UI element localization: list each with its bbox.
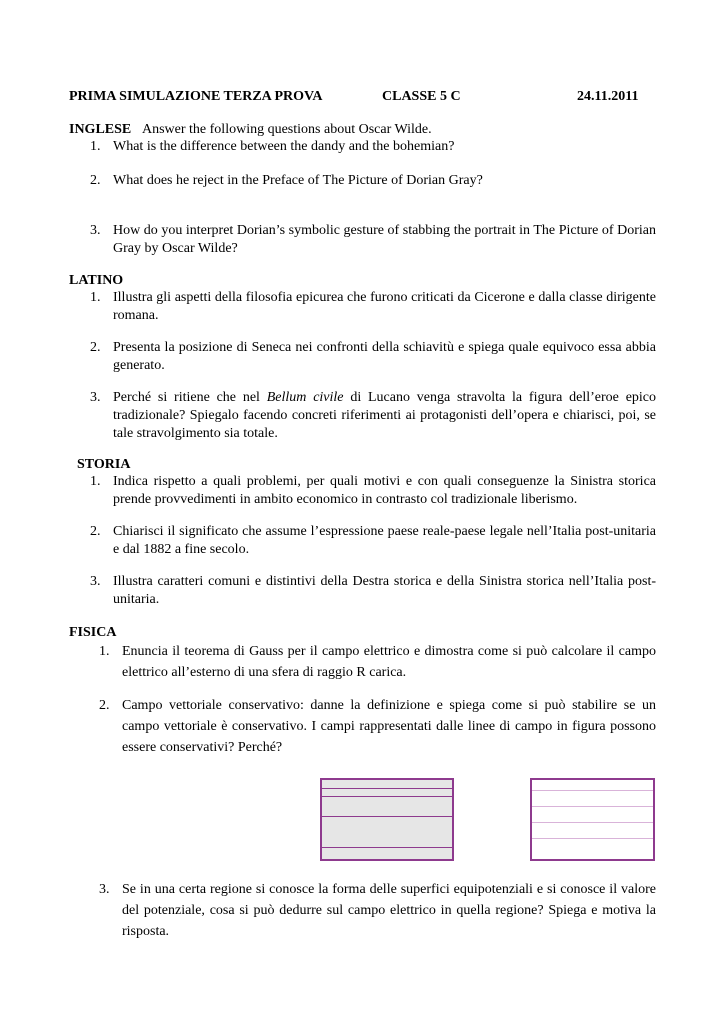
question-number: 3.: [99, 882, 110, 897]
question-text: Presenta la posizione di Seneca nei confronti della schiavitù e spiega quale equivoco essa abbia generato.: [113, 340, 656, 373]
exam-date: 24.11.2011: [577, 89, 639, 104]
question-number: 2.: [90, 524, 101, 539]
question-number: 2.: [99, 698, 110, 713]
field-line: [322, 847, 452, 848]
field-line: [532, 790, 653, 791]
section-title-inglese: INGLESE: [69, 122, 132, 137]
question-number: 1.: [90, 474, 101, 489]
question-text-part: Perché si ritiene che nel: [113, 390, 267, 405]
question-text: What does he reject in the Preface of The Picture of Dorian Gray?: [113, 173, 483, 188]
question-text: Chiarisci il significato che assume l’espressione paese reale-paese legale nell’Italia post-unitaria e dal 1882 a fine secolo.: [113, 524, 656, 557]
question-text: What is the difference between the dandy and the bohemian?: [113, 139, 455, 154]
question-number: 1.: [90, 290, 101, 305]
field-line: [532, 838, 653, 839]
section-title-storia: STORIA: [77, 457, 131, 472]
question-text: Indica rispetto a quali problemi, per quali motivi e con quali conseguenze la Sinistra storica prende provvedimenti in ambito economico in contrasto col tradizionale liberismo.: [113, 474, 656, 507]
question-number: 2.: [90, 340, 101, 355]
question-text: Enuncia il teorema di Gauss per il campo elettrico e dimostra come si può calcolare il campo elettrico all’esterno di una sfera di raggio R carica.: [122, 644, 656, 680]
question-number: 3.: [90, 390, 101, 405]
section-title-fisica: FISICA: [69, 625, 117, 640]
question-number: 1.: [90, 139, 101, 154]
question-number: 3.: [90, 223, 101, 238]
field-lines-figure-right: [530, 778, 655, 861]
question-number: 1.: [99, 644, 110, 659]
question-number: 2.: [90, 173, 101, 188]
class-label: CLASSE 5 C: [382, 89, 461, 104]
field-line: [532, 806, 653, 807]
work-title-italic: Bellum civile: [266, 390, 344, 405]
question-text: Illustra gli aspetti della filosofia epicurea che furono criticati da Cicerone e dalla classe dirigente romana.: [113, 290, 656, 323]
question-text-part: di Lucano venga stravolta la figura dell’eroe epico tradizionale? Spiegalo facendo concreti riferimenti ai protagonisti dell’opera e chiarisci, poi, se tale stravolgimento sia totale.: [113, 390, 657, 441]
question-number: 3.: [90, 574, 101, 589]
question-text: [113, 389, 656, 443]
exam-title: PRIMA SIMULAZIONE TERZA PROVA: [69, 89, 323, 104]
inglese-intro: Answer the following questions about Oscar Wilde.: [142, 122, 432, 137]
field-line: [322, 796, 452, 797]
question-text: Campo vettoriale conservativo: danne la definizione e spiega come si può stabilire se un campo vettoriale è conservativo. I campi rappresentati dalle linee di campo in figura possono essere conservativi? Perché?: [122, 698, 656, 755]
field-line: [532, 822, 653, 823]
field-line: [322, 788, 452, 789]
field-line: [322, 816, 452, 817]
question-text: How do you interpret Dorian’s symbolic gesture of stabbing the portrait in The Picture of Dorian Gray by Oscar Wilde?: [113, 223, 656, 256]
field-lines-figure-left: [320, 778, 454, 861]
question-text: Se in una certa regione si conosce la forma delle superfici equipotenziali e si conosce il valore del potenziale, cosa si può dedurre sul campo elettrico in quella regione? Spiega e motiva la risposta.: [122, 882, 656, 939]
question-text: Illustra caratteri comuni e distintivi della Destra storica e della Sinistra storica nell’Italia post-unitaria.: [113, 574, 656, 607]
section-title-latino: LATINO: [69, 273, 124, 288]
